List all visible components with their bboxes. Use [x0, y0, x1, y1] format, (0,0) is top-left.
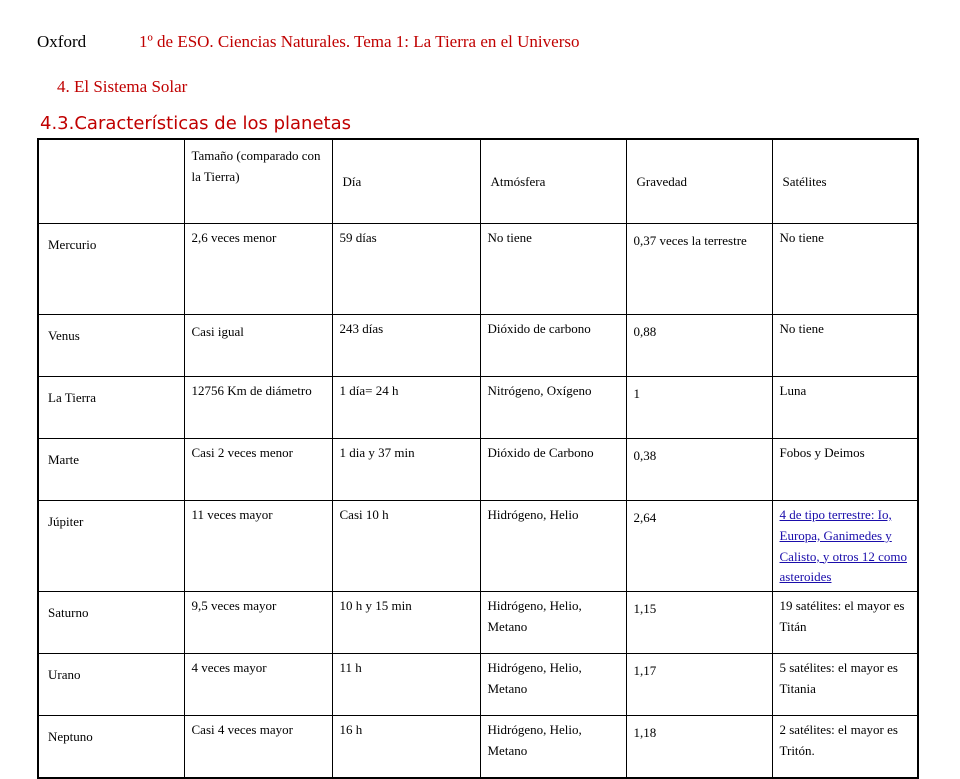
day-cell: Casi 10 h [332, 501, 480, 592]
table-row [38, 654, 918, 716]
satellites-cell: Fobos y Deimos [772, 439, 918, 501]
gravity-cell: 0,37 veces la terrestre [626, 224, 772, 315]
table-row [38, 439, 918, 501]
satellites-cell: No tiene [772, 315, 918, 377]
table-row [38, 592, 918, 654]
gravity-cell: 2,64 [626, 501, 772, 592]
size-cell: 11 veces mayor [184, 501, 332, 592]
gravity-cell: 1 [626, 377, 772, 439]
table-header-row [38, 139, 918, 224]
table-row [38, 716, 918, 779]
section-title: 4. El Sistema Solar [57, 77, 188, 96]
planet-name: Mercurio [38, 224, 184, 315]
atmosphere-cell: No tiene [480, 224, 626, 315]
course-title: 1º de ESO. Ciencias Naturales. Tema 1: La Tierra en el Universo [139, 32, 580, 51]
size-cell: Casi igual [184, 315, 332, 377]
planets-table [37, 138, 919, 779]
gravity-cell: 1,15 [626, 592, 772, 654]
day-cell: 59 días [332, 224, 480, 315]
day-cell: 16 h [332, 716, 480, 779]
header-satellites: Satélites [772, 139, 918, 224]
planet-name: Marte [38, 439, 184, 501]
satellites-link[interactable]: 4 de tipo terrestre: Io, Europa, Ganimedes y Calisto, y otros 12 como asteroides [779, 507, 907, 585]
satellites-cell: Luna [772, 377, 918, 439]
atmosphere-cell: Hidrógeno, Helio [480, 501, 626, 592]
header-size: Tamaño (comparado con la Tierra) [184, 139, 332, 224]
header-day: Día [332, 139, 480, 224]
atmosphere-cell: Dióxido de carbono [480, 315, 626, 377]
satellites-cell: 19 satélites: el mayor es Titán [772, 592, 918, 654]
satellites-cell: No tiene [772, 224, 918, 315]
gravity-cell: 1,18 [626, 716, 772, 779]
day-cell: 1 día= 24 h [332, 377, 480, 439]
day-cell: 11 h [332, 654, 480, 716]
header-atmosphere: Atmósfera [480, 139, 626, 224]
size-cell: 4 veces mayor [184, 654, 332, 716]
day-cell: 243 días [332, 315, 480, 377]
atmosphere-cell: Hidrógeno, Helio, Metano [480, 716, 626, 779]
planet-name: Saturno [38, 592, 184, 654]
satellites-cell: 5 satélites: el mayor es Titania [772, 654, 918, 716]
size-cell: 12756 Km de diámetro [184, 377, 332, 439]
size-cell: Casi 4 veces mayor [184, 716, 332, 779]
gravity-cell: 1,17 [626, 654, 772, 716]
atmosphere-cell: Nitrógeno, Oxígeno [480, 377, 626, 439]
publisher-label: Oxford [37, 32, 87, 51]
size-cell: 2,6 veces menor [184, 224, 332, 315]
size-cell: 9,5 veces mayor [184, 592, 332, 654]
subsection-title: 4.3.Características de los planetas [40, 113, 352, 134]
table-row [38, 377, 918, 439]
size-cell: Casi 2 veces menor [184, 439, 332, 501]
gravity-cell: 0,38 [626, 439, 772, 501]
planet-name: Neptuno [38, 716, 184, 779]
atmosphere-cell: Dióxido de Carbono [480, 439, 626, 501]
planet-name: La Tierra [38, 377, 184, 439]
planet-name: Urano [38, 654, 184, 716]
atmosphere-cell: Hidrógeno, Helio, Metano [480, 592, 626, 654]
day-cell: 10 h y 15 min [332, 592, 480, 654]
table-row [38, 315, 918, 377]
atmosphere-cell: Hidrógeno, Helio, Metano [480, 654, 626, 716]
satellites-cell [772, 501, 918, 592]
day-cell: 1 dia y 37 min [332, 439, 480, 501]
satellites-cell: 2 satélites: el mayor es Tritón. [772, 716, 918, 779]
table-row [38, 224, 918, 315]
planet-name: Júpiter [38, 501, 184, 592]
planet-name: Venus [38, 315, 184, 377]
header-empty-cell [38, 139, 184, 224]
table-row [38, 501, 918, 592]
header-gravity: Gravedad [626, 139, 772, 224]
gravity-cell: 0,88 [626, 315, 772, 377]
